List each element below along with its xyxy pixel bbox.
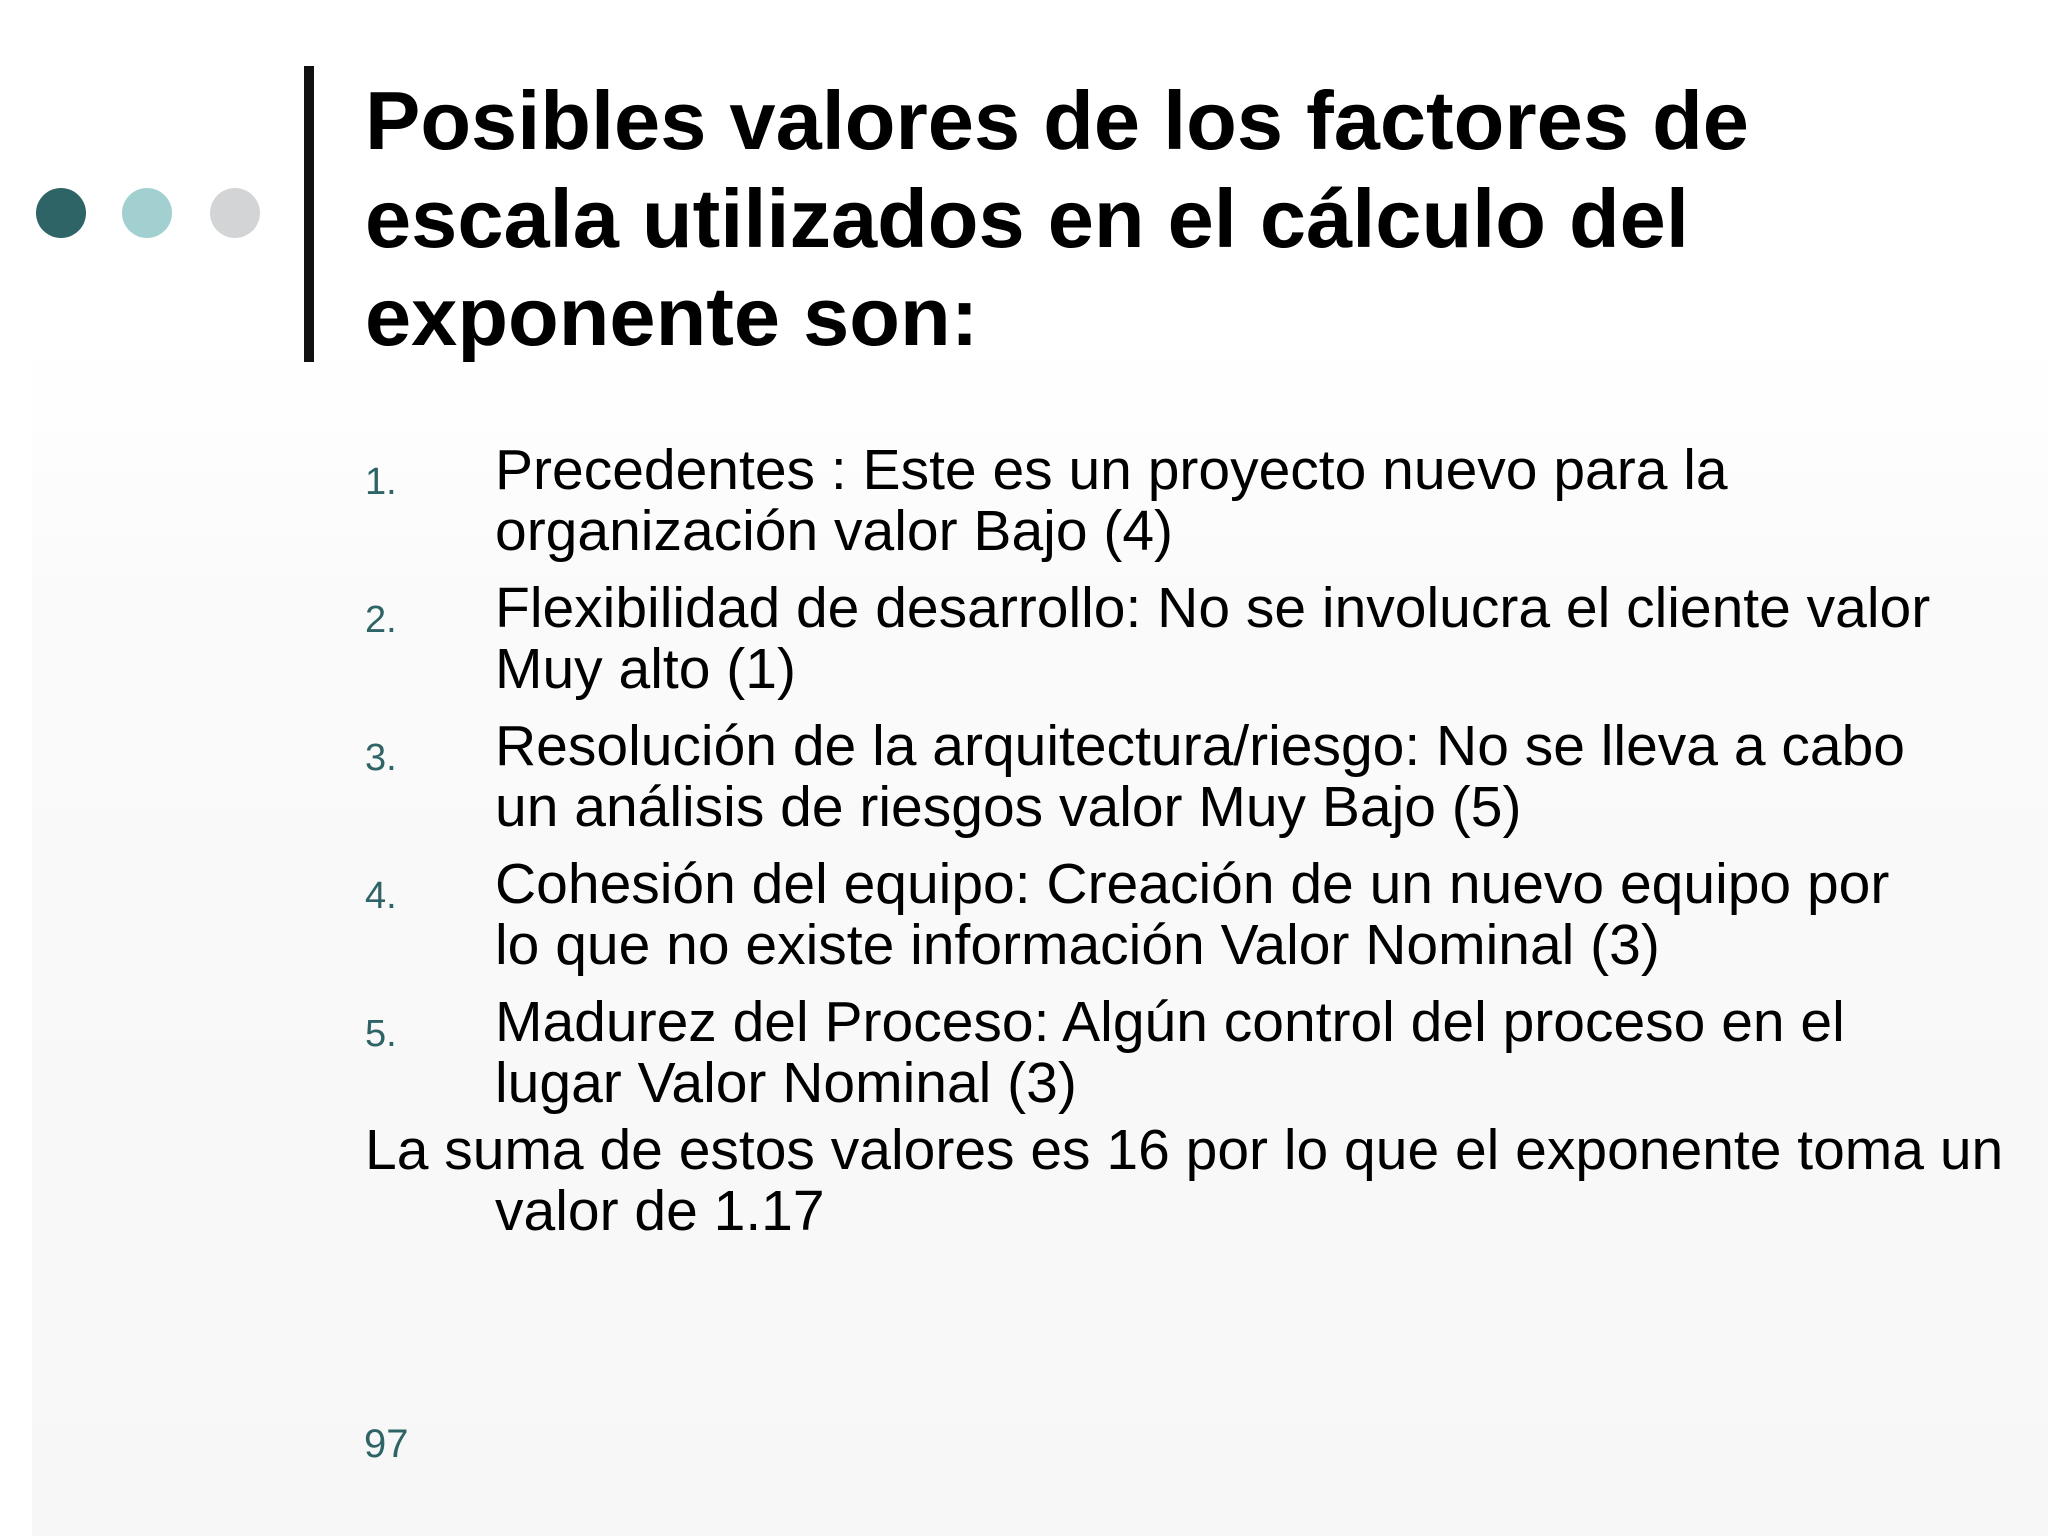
conclusion-text: La suma de estos valores es 16 por lo que el exponente toma un valor de 1.17 [365,1118,2004,1243]
numbered-list [365,440,1945,1130]
slide-title: Posibles valores de los factores de escala utilizados en el cálculo del exponente son: [365,74,1749,363]
decorative-dot-dark [36,188,86,238]
list-item-text: Madurez del Proceso: Algún control del proceso en el lugar Valor Nominal (3) [495,990,1845,1115]
list-item-number: 2. [365,599,397,641]
decorative-dot-gray [210,188,260,238]
page-number: 97 [364,1422,409,1466]
list-item-number: 3. [365,737,397,779]
list-item [365,578,1945,700]
decorative-dot-light [122,188,172,238]
list-item [365,716,1945,838]
title-divider-line [304,66,314,362]
list-item-number: 4. [365,875,397,917]
list-item-text: Precedentes : Este es un proyecto nuevo para la organización valor Bajo (4) [495,438,1728,563]
list-item-number: 1. [365,461,397,503]
list-item-text: Flexibilidad de desarrollo: No se involucra el cliente valor Muy alto (1) [495,576,1931,701]
list-item [365,440,1945,562]
list-item-number: 5. [365,1013,397,1055]
list-item-text: Cohesión del equipo: Creación de un nuevo equipo por lo que no existe información Valor Nominal (3) [495,852,1890,977]
list-item-text: Resolución de la arquitectura/riesgo: No se lleva a cabo un análisis de riesgos valor Muy Bajo (5) [495,714,1905,839]
list-item [365,992,1945,1114]
list-item [365,854,1945,976]
